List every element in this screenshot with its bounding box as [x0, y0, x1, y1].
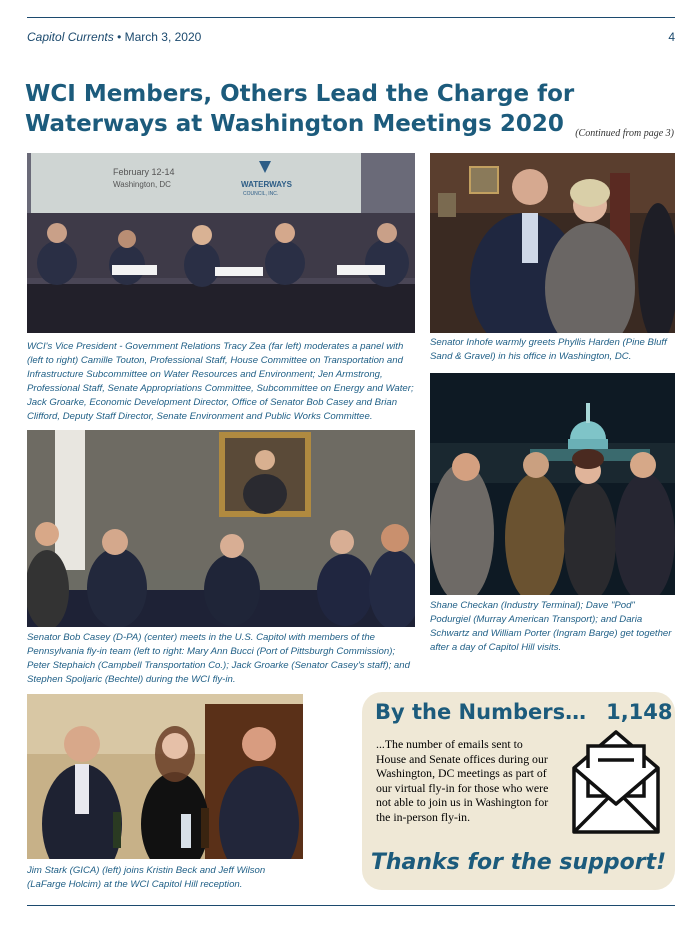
thanks-message: Thanks for the support! [370, 850, 667, 875]
top-rule [27, 17, 675, 18]
inhofe-photo-image [430, 153, 675, 333]
casey-photo [27, 430, 415, 627]
numbers-heading [375, 700, 673, 724]
publication-name: Capitol Currents [27, 30, 114, 44]
screen-logo-text: WATERWAYS [241, 180, 292, 189]
header-separator: • [117, 30, 122, 44]
casey-photo-caption: Senator Bob Casey (D-PA) (center) meets in the U.S. Capitol with members of the Pennsylvania fly-in team (left to right: Mary Ann Bucci (Port of Pittsburgh Commission); Peter Stephaich (Campbell Transportation Co.); Jack Groarke (Senator Casey's staff); and Stephen Spoljaric (Bechtel) during the WCI fly-in. [27, 632, 410, 685]
numbers-description: ...The number of emails sent to House and Senate offices during our Washington, DC meetings as part of our virtual fly-in for those who were not able to join us in Washington for the in-person fly-in. [376, 737, 549, 824]
article-title: WCI Members, Others Lead the Charge for Waterways at Washington Meetings 2020 [25, 81, 575, 137]
capitol-photo-image [430, 373, 675, 595]
screen-date-text: February 12-14 [113, 167, 175, 177]
panel-photo [27, 153, 415, 333]
issue-date: March 3, 2020 [124, 30, 202, 44]
page-number: 4 [668, 30, 675, 44]
screen-location-text: Washington, DC [113, 180, 171, 189]
capitol-photo [430, 373, 675, 595]
inhofe-photo-caption: Senator Inhofe warmly greets Phyllis Harden (Pine Bluff Sand & Gravel) in his office in Washington, DC. [430, 337, 667, 362]
reception-photo [27, 694, 303, 859]
casey-photo-image [27, 430, 415, 627]
continued-note: (Continued from page 3) [575, 128, 674, 139]
reception-photo-caption: Jim Stark (GICA) (left) joins Kristin Beck and Jeff Wilson (LaFarge Holcim) at the WCI Capitol Hill reception. [27, 865, 266, 890]
by-the-numbers-box [362, 692, 675, 890]
reception-photo-image [27, 694, 303, 859]
panel-photo-image [27, 153, 415, 333]
screen-logo-subtext: COUNCIL, INC. [243, 191, 279, 197]
numbers-title: By the Numbers… [375, 700, 587, 724]
bottom-rule [27, 905, 675, 906]
inhofe-photo [430, 153, 675, 333]
header-masthead [27, 30, 201, 44]
envelope-letter-icon [570, 728, 662, 836]
numbers-figure: 1,148 [606, 700, 673, 724]
panel-photo-caption: WCI's Vice President - Government Relations Tracy Zea (far left) moderates a panel with (left to right) Camille Touton, Professional Staff, House Committee on Transportation and Infrastructure Subcommittee on Water Resources and Environment; Jen Armstrong, Professional Staff, Senate Appropriations Committee, Subcommittee on Energy and Water; Jack Groarke, Economic Development Director, Office of Senator Bob Casey and Brian Clifford, Deputy Staff Director, Senate Environment and Public Works Committee. [27, 341, 414, 422]
capitol-photo-caption: Shane Checkan (Industry Terminal); Dave "Pod" Podurgiel (Murray American Transport); and Daria Schwartz and William Porter (Ingram Barge) get together after a day of Capitol Hill visits. [430, 600, 672, 653]
